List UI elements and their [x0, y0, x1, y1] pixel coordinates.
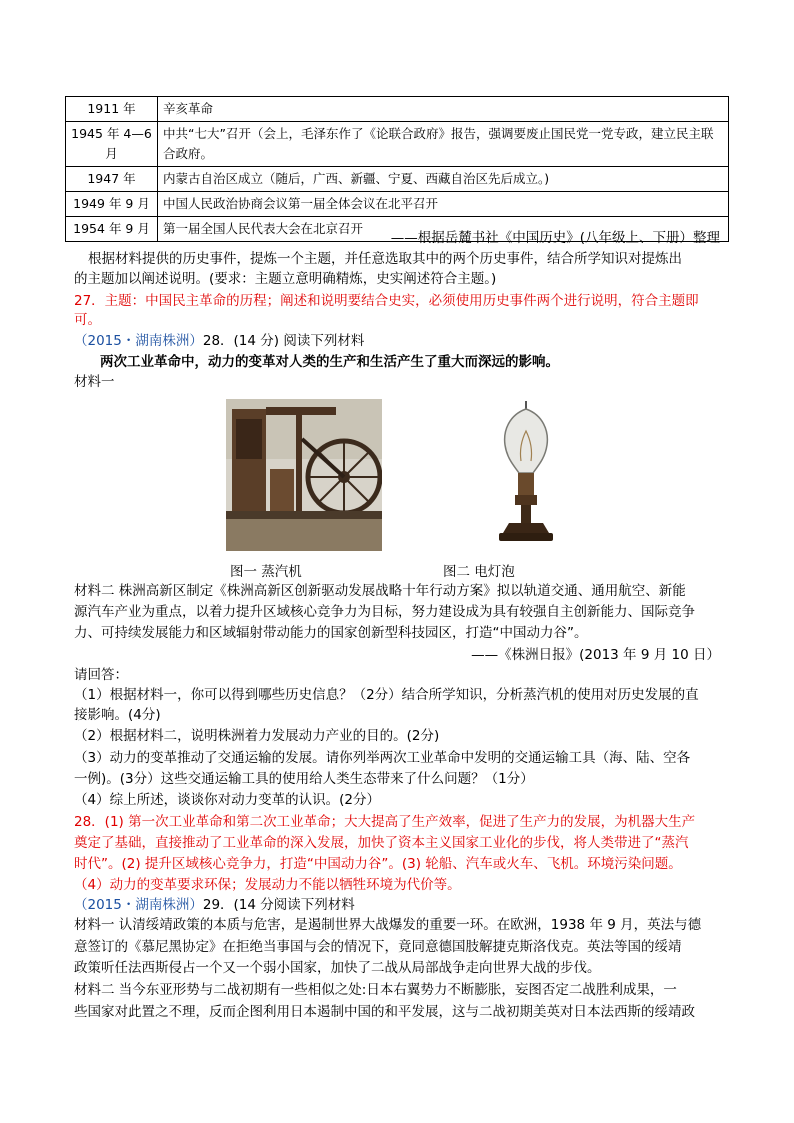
table-cell-event: 中共“七大”召开（会上，毛泽东作了《论联合政府》报告，强调要废止国民党一党专政，建立民主联合政府。	[158, 122, 729, 167]
table-row	[66, 97, 729, 122]
table-source: ——根据岳麓书社《中国历史》(八年级上、下册）整理	[390, 230, 720, 246]
q29-material1-line1: 材料一 认清绥靖政策的本质与危害，是遏制世界大战爆发的重要一环。在欧洲，1938 年 9 月，英法与德	[74, 917, 702, 933]
table-row	[66, 192, 729, 217]
q29-material1-line2: 意签订的《慕尼黑协定》在拒绝当事国与会的情况下，竟同意德国肢解捷克斯洛伐克。英法等国的绥靖	[74, 939, 682, 955]
table-cell-event: 第一届全国人民代表大会在北京召开	[158, 217, 729, 242]
q27-answer-line1: 27．主题：中国民主革命的历程；阐述和说明要结合史实，必须使用历史事件两个进行说明，符合主题即	[74, 293, 699, 309]
fig1-caption: 图一 蒸汽机	[230, 564, 302, 580]
q28-sub4: （4）综上所述，谈谈你对动力变革的认识。(2分）	[74, 792, 380, 808]
q29-material2-line2: 些国家对此置之不理，反而企图利用日本遏制中国的和平发展，这与二战初期美英对日本法西斯的绥靖政	[74, 1004, 695, 1020]
q28-sub2: （2）根据材料二，说明株洲着力发展动力产业的目的。(2分)	[74, 728, 440, 744]
q28-material2-source: ——《株洲日报》(2013 年 9 月 10 日）	[471, 647, 720, 663]
steam-engine-image	[226, 399, 382, 551]
table-cell-date: 1947 年	[66, 167, 158, 192]
q28-heading: 28．(14 分) 阅读下列材料	[202, 333, 365, 349]
q29-material1-line3: 政策听任法西斯侵占一个又一个弱小国家，加快了二战从局部战争走向世界大战的步伐。	[74, 960, 601, 976]
table-row	[66, 167, 729, 192]
q28-heading-line	[74, 330, 364, 352]
q28-material2-line2: 源汽车产业为重点，以着力提升区域核心竞争力为目标，努力建设成为具有较强自主创新能力、国际竞争	[74, 604, 695, 620]
q29-source-tag: （2015・湖南株洲）	[74, 897, 203, 913]
table-cell-date: 1954 年 9 月	[66, 217, 158, 242]
table-cell-date: 1945 年 4—6 月	[66, 122, 158, 167]
q27-prompt-line2: 的主题加以阐述说明。(要求：主题立意明确精炼，史实阐述符合主题。)	[74, 271, 497, 287]
q27-prompt-line1: 根据材料提供的历史事件，提炼一个主题，并任意选取其中的两个历史事件，结合所学知识对提炼出	[88, 251, 682, 267]
q28-sub3-line1: （3）动力的变革推动了交通运输的发展。请你列举两次工业革命中发明的交通运输工具（海、陆、空各	[74, 750, 691, 766]
q28-material2-line1: 材料二 株洲高新区制定《株洲高新区创新驱动发展战略十年行动方案》拟以轨道交通、通用航空、新能	[74, 583, 686, 599]
q28-source-tag: （2015・湖南株洲）	[74, 333, 203, 349]
light-bulb-image	[497, 401, 555, 547]
table-cell-date: 1911 年	[66, 97, 158, 122]
table-cell-event: 辛亥革命	[158, 97, 729, 122]
q28-sub3-line2: 一例)。(3分）这些交通运输工具的使用给人类生态带来了什么问题？（1分）	[74, 771, 534, 787]
q28-answer-line4: （4）动力的变革要求环保；发展动力不能以牺牲环境为代价等。	[74, 877, 461, 893]
q28-material2-line3: 力、可持续发展能力和区域辐射带动能力的国家创新型科技园区，打造“中国动力谷”。	[74, 625, 588, 641]
q29-heading: 29．(14 分阅读下列材料	[202, 897, 355, 913]
events-table	[65, 96, 729, 242]
q28-please-answer: 请回答：	[74, 667, 128, 683]
q28-answer-line3: 时代”。(2) 提升区域核心竞争力，打造“中国动力谷”。(3) 轮船、汽车或火车、飞机。环境污染问题。	[74, 856, 682, 872]
table-cell-date: 1949 年 9 月	[66, 192, 158, 217]
q29-heading-line	[74, 894, 355, 916]
fig2-caption: 图二 电灯泡	[443, 564, 515, 580]
q28-answer-line2: 奠定了基础，直接推动了工业革命的深入发展，加快了资本主义国家工业化的步伐，将人类带进了“蒸汽	[74, 835, 689, 851]
q29-material2-line1: 材料二 当今东亚形势与二战初期有一些相似之处:日本右翼势力不断膨胀，妄图否定二战胜利成果，一	[74, 982, 677, 998]
q28-sub1-line1: （1）根据材料一，你可以得到哪些历史信息？（2分）结合所学知识，分析蒸汽机的使用对历史发展的直	[74, 687, 699, 703]
q28-answer-line1: 28．(1) 第一次工业革命和第二次工业革命；大大提高了生产效率，促进了生产力的发展，为机器大生产	[74, 814, 696, 830]
table-cell-event: 中国人民政治协商会议第一届全体会议在北平召开	[158, 192, 729, 217]
q27-answer-line2: 可。	[74, 312, 101, 328]
q28-material1-label: 材料一	[74, 374, 115, 390]
table-row	[66, 122, 729, 167]
q28-intro: 两次工业革命中，动力的变革对人类的生产和生活产生了重大而深远的影响。	[100, 354, 559, 370]
q28-sub1-line2: 接影响。(4分)	[74, 707, 161, 723]
table-cell-event: 内蒙古自治区成立（随后，广西、新疆、宁夏、西藏自治区先后成立。)	[158, 167, 729, 192]
